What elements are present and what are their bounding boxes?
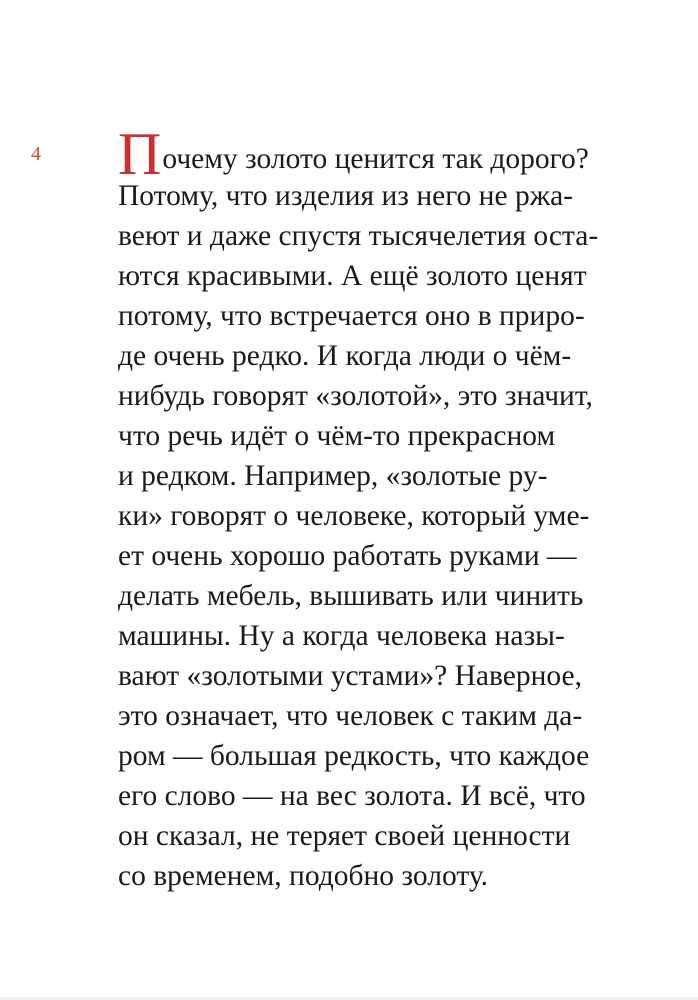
text-line: его слово — на вес золота. И всё, что [118, 780, 586, 812]
text-line: веют и даже спустя тысячелетия оста- [118, 220, 599, 252]
body-text [118, 121, 618, 896]
text-line: де очень редко. И когда люди о чём- [118, 340, 572, 372]
text-line: и редком. Например, «золотые ру- [118, 460, 548, 492]
text-line: что речь идёт о чём-то прекрасном [118, 420, 556, 452]
text-line: это означает, что человек с таким да- [118, 700, 583, 732]
text-line: ром — большая редкость, что каждое [118, 740, 590, 772]
text-line: ки» говорят о человеке, который уме- [118, 500, 590, 532]
text-line: делать мебель, вышивать или чинить [118, 580, 584, 612]
drop-cap: П [118, 121, 162, 187]
text-line: нибудь говорят «золотой», это значит, [118, 380, 593, 412]
first-line-text: очему золото ценится так дорого? [162, 143, 589, 175]
text-line-1 [118, 121, 618, 187]
page-number: 4 [31, 143, 41, 165]
text-line: машины. Ну а когда человека назы- [118, 620, 565, 652]
text-line: ются красивыми. А ещё золото ценят [118, 260, 587, 292]
text-line: потому, что встречается оно в приро- [118, 300, 585, 332]
text-line: Потому, что изделия из него не ржа- [118, 180, 573, 212]
text-line: ет очень хорошо работать руками — [118, 540, 577, 572]
text-line: вают «золотыми устами»? Наверное, [118, 660, 582, 692]
text-line: он сказал, не теряет своей ценности [118, 820, 571, 852]
text-line: со временем, подобно золоту. [118, 860, 489, 892]
